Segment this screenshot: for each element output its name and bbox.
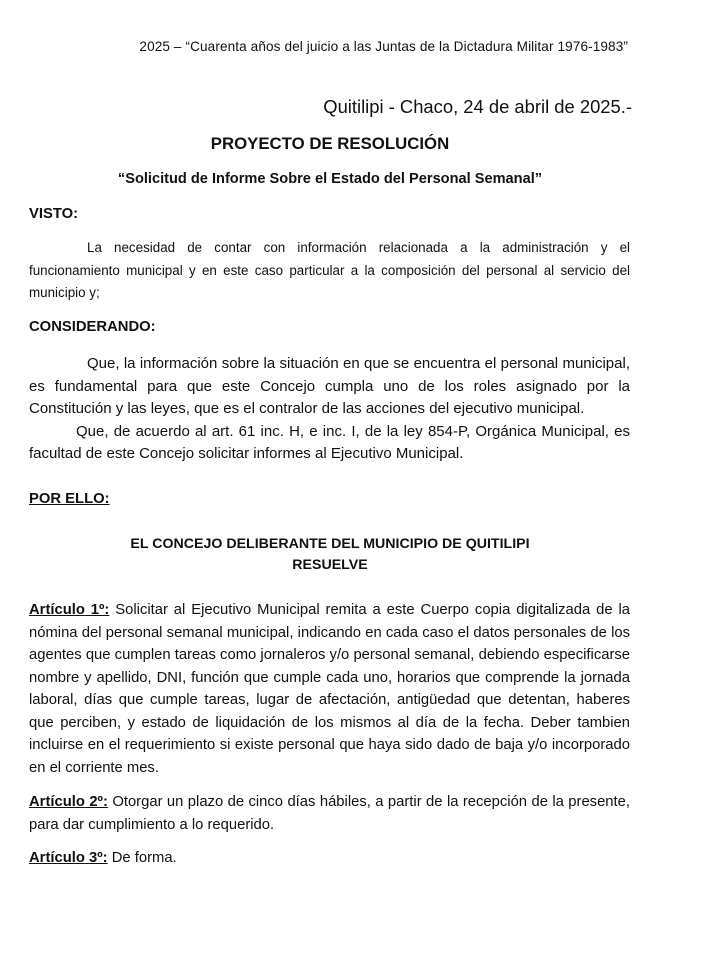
por-ello-label: POR ELLO: bbox=[29, 491, 110, 507]
considerando-label: CONSIDERANDO: bbox=[29, 319, 156, 335]
header-motto: 2025 – “Cuarenta años del juicio a las Juntas de la Dictadura Militar 1976-1983” bbox=[139, 39, 628, 54]
document-subtitle: “Solicitud de Informe Sobre el Estado del Personal Semanal” bbox=[117, 171, 543, 187]
article-3 bbox=[29, 847, 630, 870]
place-date: Quitilipi - Chaco, 24 de abril de 2025.- bbox=[323, 96, 632, 117]
article-label: Artículo 1º: bbox=[29, 602, 110, 618]
article-text: Otorgar un plazo de cinco días hábiles, a partir de la recepción de la presente, para dar cumplimiento a lo requerido. bbox=[29, 794, 630, 833]
visto-label: VISTO: bbox=[29, 206, 79, 222]
article-2 bbox=[29, 791, 630, 836]
document-title: PROYECTO DE RESOLUCIÓN bbox=[210, 134, 450, 153]
visto-paragraph: La necesidad de contar con información relacionada a la administración y el funcionamiento municipal y en este caso particular a la composición del personal al servicio del municipio y; bbox=[29, 240, 630, 300]
article-label: Artículo 2º: bbox=[29, 794, 108, 810]
considerando-paragraph: Que, de acuerdo al art. 61 inc. H, e inc. I, de la ley 854-P, Orgánica Municipal, es facultad de este Concejo solicitar informes al Ejecutivo Municipal. bbox=[29, 422, 630, 463]
considerando-paragraph: Que, la información sobre la situación en que se encuentra el personal municipal, es fundamental para que este Concejo cumpla uno de los roles asignado por la Constitución y las leyes, que es el contralor de las acciones del ejecutivo municipal. bbox=[29, 355, 630, 418]
article-text: Solicitar al Ejecutivo Municipal remita a este Cuerpo copia digitalizada de la nómina del personal semanal municipal, indicando en cada caso el datos personales de los agentes que cumplen tareas como jornaleros y/o personal semanal, debiendo especificarse nombre y apellido, DNI, función que cumple cada uno, horarios que comprende la jornada laboral, días que cumple tareas, lugar de afectación, antigüedad que detentan, haberes que perciben, y estado de liquidación de los mismos al día de la fecha. Deber tambien incluirse en el requerimiento si existe personal que haya sido dado de baja y/o incorporado en el corriente mes. bbox=[29, 602, 630, 776]
resuelve-heading: RESUELVE bbox=[292, 557, 368, 573]
article-label: Artículo 3º: bbox=[29, 850, 108, 866]
article-text: De forma. bbox=[111, 850, 177, 866]
considerando-section bbox=[29, 353, 630, 466]
article-1 bbox=[29, 599, 630, 779]
concejo-heading: EL CONCEJO DELIBERANTE DEL MUNICIPIO DE QUITILIPI bbox=[130, 536, 530, 552]
